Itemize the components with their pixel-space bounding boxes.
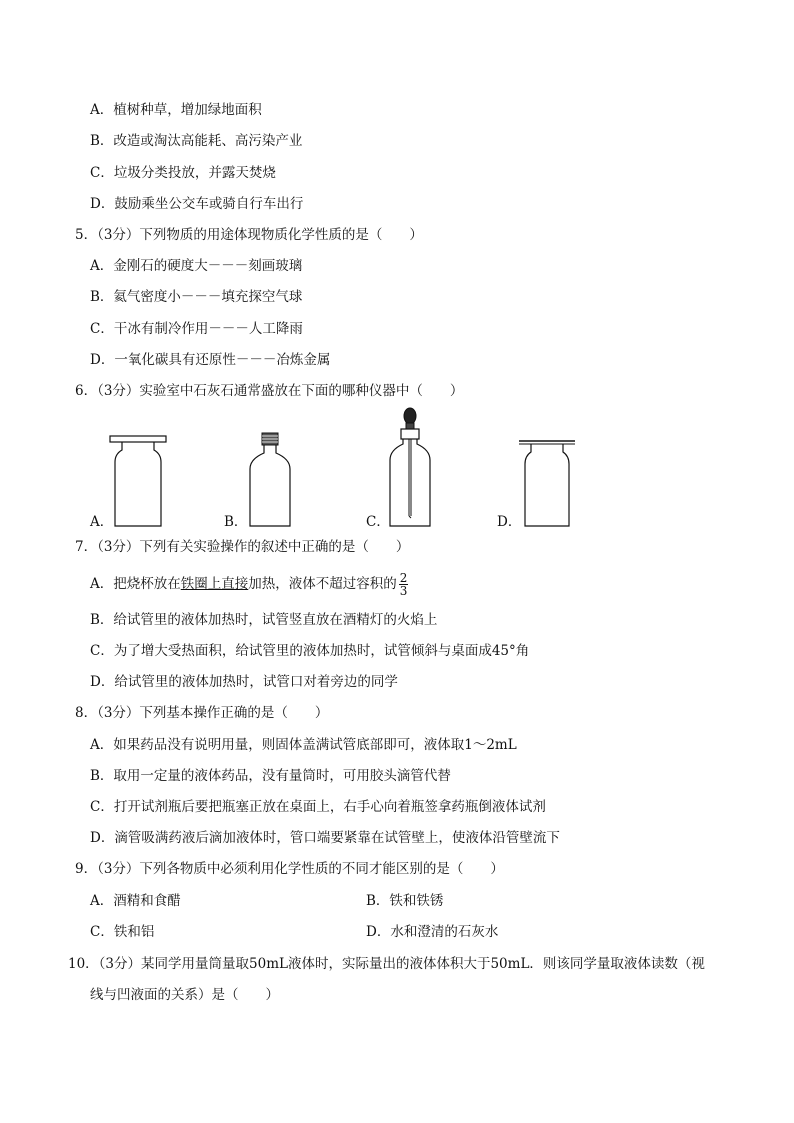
q9-option-a: A．酒精和食醋 [90,893,181,909]
q10-stem-line2: 线与凹液面的关系）是（ ） [90,987,279,1003]
q8-stem: 8．（3分）下列基本操作正确的是（ ） [75,705,329,721]
q7-option-b: B．给试管里的液体加热时，试管竖直放在酒精灯的火焰上 [90,612,438,628]
q6-stem: 6．（3分）实验室中石灰石通常盛放在下面的哪种仪器中（ ） [75,383,464,399]
q8-option-d: D．滴管吸满药液后滴加液体时，管口端要紧靠在试管壁上，使液体沿管壁流下 [90,830,560,846]
wide-mouth-bottle-icon [110,436,166,528]
q7-option-c: C．为了增大受热面积，给试管里的液体加热时，试管倾斜与桌面成45°角 [90,643,530,659]
q8-option-c: C．打开试剂瓶后要把瓶塞正放在桌面上，右手心向着瓶签拿药瓶倒液体试剂 [90,799,546,815]
q7-option-a-prefix: A．把烧杯放在 [90,576,181,592]
q7-option-d: D．给试管里的液体加热时，试管口对着旁边的同学 [90,674,398,690]
q6-label-d: D． [497,514,522,530]
q4-option-b: B．改造或淘汰高能耗、高污染产业 [90,133,303,149]
fraction-numerator: 2 [399,571,408,585]
q7-option-a [90,572,408,597]
q6-label-a: A． [90,514,114,530]
q5-option-a: A．金刚石的硬度大－－－刻画玻璃 [90,258,303,274]
dropper-bottle-icon [386,408,434,528]
q4-option-c: C．垃圾分类投放，并露天焚烧 [90,165,276,181]
q5-option-b: B．氦气密度小－－－填充探空气球 [90,289,303,305]
q5-option-d: D．一氧化碳具有还原性－－－冶炼金属 [90,352,331,368]
q9-option-c: C．铁和铝 [90,924,155,940]
q5-option-c: C．干冰有制冷作用－－－人工降雨 [90,321,303,337]
q8-option-b: B．取用一定量的液体药品，没有量筒时，可用胶头滴管代替 [90,768,451,784]
q4-option-a: A．植树种草，增加绿地面积 [90,102,262,118]
q10-stem-line1: 10．（3分）某同学用量筒量取50mL液体时，实际量出的液体体积大于50mL．则该同学量取液体读数（视 [68,956,705,972]
fraction-denominator: 3 [399,584,408,598]
q9-stem: 9．（3分）下列各物质中必须利用化学性质的不同才能区别的是（ ） [75,861,504,877]
fraction-two-thirds [399,572,409,597]
q5-stem: 5．（3分）下列物质的用途体现物质化学性质的是（ ） [75,227,423,243]
q7-option-a-underlined: 铁圈上直接 [180,576,249,592]
q9-option-d: D．水和澄清的石灰水 [366,924,499,940]
q4-option-d: D．鼓励乘坐公交车或骑自行车出行 [90,196,304,212]
q9-option-b: B．铁和铁锈 [366,893,444,909]
q7-stem: 7．（3分）下列有关实验操作的叙述中正确的是（ ） [75,539,410,555]
narrow-mouth-bottle-icon [246,433,294,528]
q6-label-c: C． [366,514,390,530]
gas-collecting-bottle-icon [519,440,575,528]
q6-label-b: B． [224,514,248,530]
q7-option-a-suffix: 加热，液体不超过容积的 [248,576,397,592]
q8-option-a: A．如果药品没有说明用量，则固体盖满试管底部即可，液体取1～2mL [90,737,517,753]
